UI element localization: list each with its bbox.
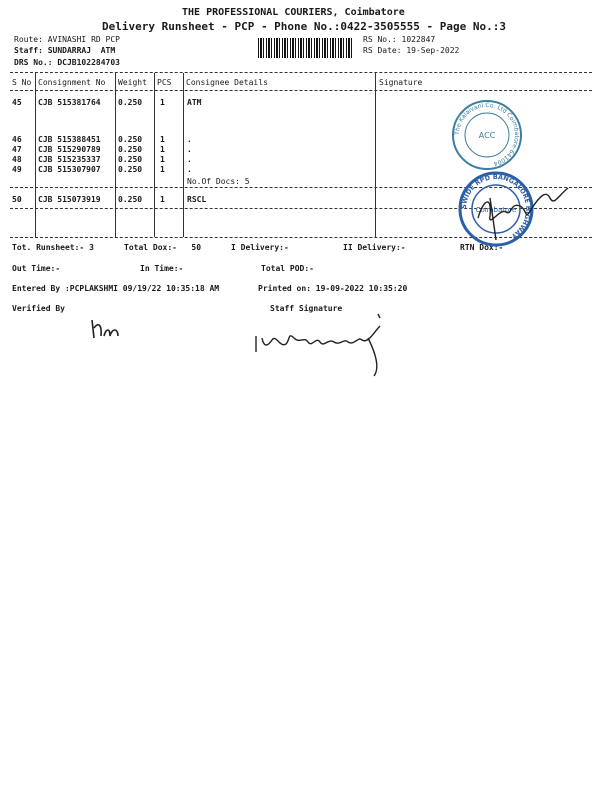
col-header-sno: S No	[12, 78, 32, 87]
staff-label: Staff: SUNDARRAJ ATM	[14, 46, 116, 55]
ii-delivery: II Delivery:-	[343, 243, 406, 252]
cell-consignee: .	[187, 165, 192, 174]
cell-consignment: CJB 515290789	[38, 145, 101, 154]
col-header-consignment: Consignment No	[38, 78, 106, 87]
cell-consignee: .	[187, 155, 192, 164]
divider	[10, 90, 592, 91]
divider	[10, 72, 592, 73]
stamp2-ring-text: SWIDE RPD BANGALORE HIGHWAY	[459, 172, 533, 241]
column-divider	[115, 73, 116, 237]
cell-sno: 47	[12, 145, 22, 154]
verifier-initials	[86, 316, 126, 342]
cell-weight: 0.250	[118, 165, 143, 174]
total-pod: Total POD:-	[261, 264, 314, 273]
column-divider	[154, 73, 155, 237]
in-time: In Time:-	[140, 264, 184, 273]
cell-consignment: CJB 515073919	[38, 195, 101, 204]
entered-by: Entered By :PCPLAKSHMI 09/19/22 10:35:18 AM	[12, 284, 220, 293]
cell-weight: 0.250	[118, 135, 143, 144]
rs-number: RS No.: 1022847	[363, 35, 436, 44]
cell-pcs: 1	[160, 195, 165, 204]
column-divider	[375, 73, 376, 237]
cell-consignee: .	[187, 145, 192, 154]
col-header-consignee: Consignee Details	[186, 78, 268, 87]
cell-weight: 0.250	[118, 145, 143, 154]
no-of-docs: No.Of Docs: 5	[187, 177, 250, 186]
cell-weight: 0.250	[118, 155, 143, 164]
cell-pcs: 1	[160, 165, 165, 174]
receiver-signature	[470, 178, 580, 248]
printed-on: Printed on: 19-09-2022 10:35:20	[258, 284, 408, 293]
staff-signature-label: Staff Signature	[270, 304, 343, 313]
cell-pcs: 1	[160, 155, 165, 164]
cell-sno: 49	[12, 165, 22, 174]
company-stamp	[450, 98, 524, 172]
column-divider	[183, 73, 184, 237]
i-delivery: I Delivery:-	[231, 243, 289, 252]
route-label: Route: AVINASHI RD PCP	[14, 35, 120, 44]
cell-pcs: 1	[160, 98, 165, 107]
cell-consignment: CJB 515307907	[38, 165, 101, 174]
company-title: THE PROFESSIONAL COURIERS, Coimbatore	[182, 7, 405, 18]
barcode	[258, 38, 353, 58]
cell-pcs: 1	[160, 135, 165, 144]
drs-number: DRS No.: DCJB102284703	[14, 58, 120, 67]
rtn-dox: RTN Dox:-	[460, 243, 504, 252]
total-dox: Total Dox:- 50	[124, 243, 202, 252]
cell-sno: 45	[12, 98, 22, 107]
cell-sno: 50	[12, 195, 22, 204]
cell-consignee: .	[187, 135, 192, 144]
verified-by-label: Verified By	[12, 304, 65, 313]
cell-weight: 0.250	[118, 98, 143, 107]
col-header-pcs: PCS	[157, 78, 172, 87]
staff-signature	[250, 308, 410, 384]
column-divider	[35, 73, 36, 237]
cell-sno: 46	[12, 135, 22, 144]
col-header-weight: Weight	[118, 78, 147, 87]
cell-pcs: 1	[160, 145, 165, 154]
cell-consignment: CJB 515388451	[38, 135, 101, 144]
runsheet-subtitle: Delivery Runsheet - PCP - Phone No.:0422-3505555 - Page No.:3	[102, 20, 506, 33]
cell-weight: 0.250	[118, 195, 143, 204]
cell-sno: 48	[12, 155, 22, 164]
stamp1-ring-text: The Kalaivani Co. Ltd Coimbatore-641004	[453, 101, 521, 168]
cell-consignment: CJB 515381764	[38, 98, 101, 107]
rs-date: RS Date: 19-Sep-2022	[363, 46, 460, 55]
out-time: Out Time:-	[12, 264, 61, 273]
cell-consignee: RSCL	[187, 195, 207, 204]
cell-consignee: ATM	[187, 98, 202, 107]
col-header-signature: Signature	[379, 78, 423, 87]
stamp2-center-text: Coimbatore	[475, 206, 517, 214]
cell-consignment: CJB 515235337	[38, 155, 101, 164]
stamp1-center-text: ACC	[478, 131, 496, 140]
tot-runsheet: Tot. Runsheet:- 3	[12, 243, 94, 252]
